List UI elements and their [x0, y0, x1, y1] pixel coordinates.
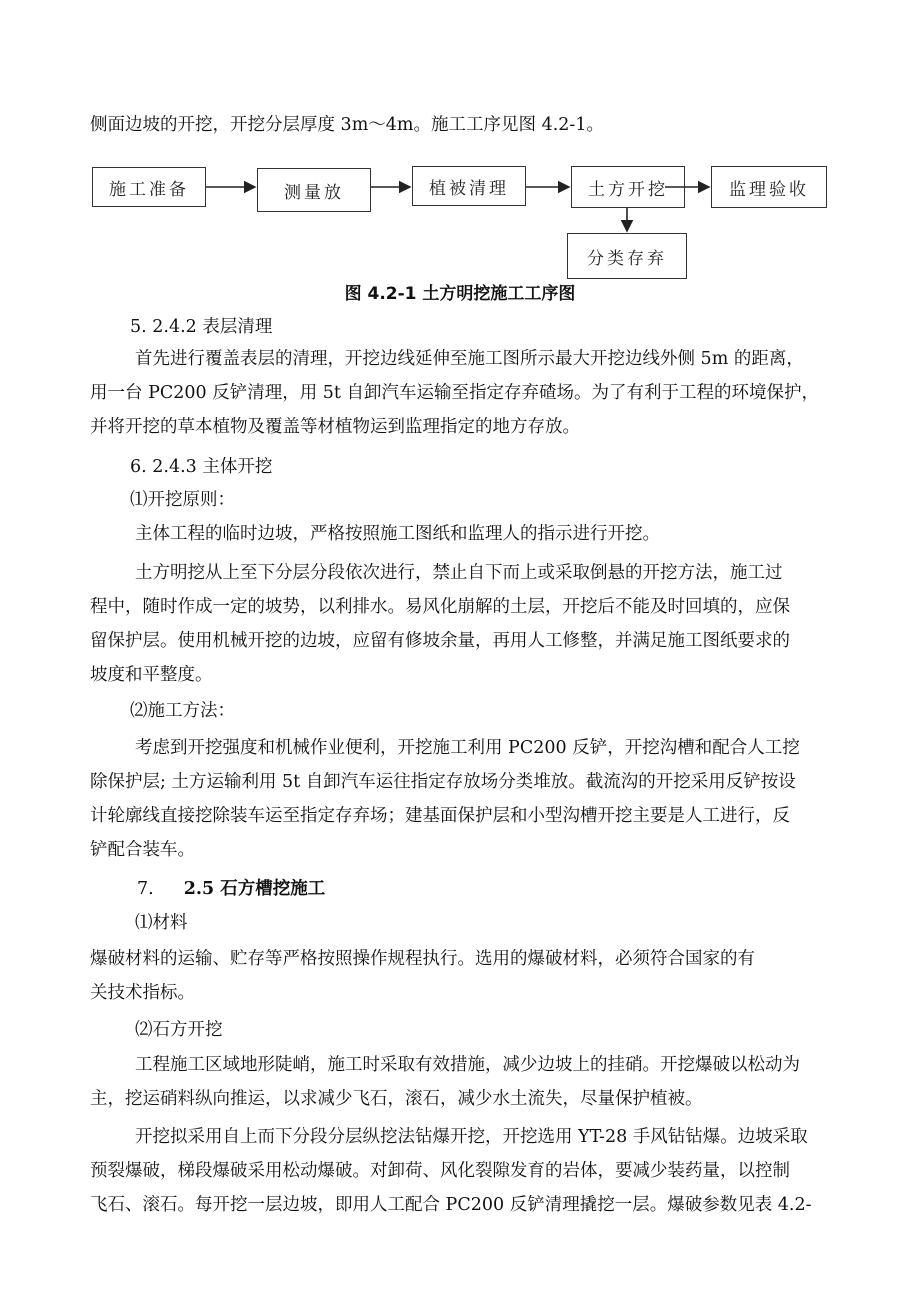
s6-sub2: ⑵施工方法：	[130, 701, 235, 721]
flow-step-survey: 测量放	[257, 168, 371, 212]
s6-p3-line1: 考虑到开挖强度和机械作业便利，开挖施工利用 PC200 反铲，开挖沟槽和配合人工挖	[135, 738, 800, 758]
s6-p2-line3: 留保护层。使用机械开挖的边坡，应留有修坡余量，再用人工修整，并满足施工图纸要求的	[90, 631, 790, 651]
s7-p2-line1: 工程施工区域地形陡峭，施工时采取有效措施，减少边坡上的挂硝。开挖爆破以松动为	[135, 1055, 800, 1075]
s7-p3-line2: 预裂爆破，梯段爆破采用松动爆破。对卸荷、风化裂隙发育的岩体，要减少装药量，以控制	[90, 1161, 790, 1181]
flow-step-vegetation-clear: 植被清理	[412, 166, 526, 206]
s7-p1-line2: 关技术指标。	[90, 983, 195, 1003]
s5-p1-line2: 用一台 PC200 反铲清理，用 5t 自卸汽车运输至指定存弃碴场。为了有利于工程的环境保护，	[90, 383, 819, 403]
flow-branch-storage: 分类存弃	[567, 233, 687, 279]
s7-p3-line3: 飞石、滚石。每开挖一层边坡，即用人工配合 PC200 反铲清理撬挖一层。爆破参数见表 4.2-	[90, 1195, 812, 1215]
s6-p2-line1: 土方明挖从上至下分层分段依次进行，禁止自下而上或采取倒悬的开挖方法，施工过	[135, 563, 783, 583]
flow-step-acceptance: 监理验收	[711, 166, 827, 208]
s7-p3-line1: 开挖拟采用自上而下分段分层纵挖法钻爆开挖，开挖选用 YT-28 手风钻钻爆。边坡采取	[135, 1127, 808, 1147]
flow-step-earth-excavation: 土方开挖	[571, 166, 685, 208]
s6-p1: 主体工程的临时边坡，严格按照施工图纸和监理人的指示进行开挖。	[135, 524, 660, 544]
s7-sub1: ⑴材料	[135, 913, 188, 933]
s6-sub1: ⑴开挖原则：	[130, 490, 235, 510]
section-5-heading: 5. 2.4.2 表层清理	[130, 317, 273, 337]
section-7-number: 7.	[137, 879, 154, 899]
section-7-heading	[137, 876, 325, 902]
s6-p2-line2: 程中，随时作成一定的坡势，以利排水。易风化崩解的土层，开挖后不能及时回填的，应保	[90, 597, 790, 617]
s7-p1-line1: 爆破材料的运输、贮存等严格按照操作规程执行。选用的爆破材料，必须符合国家的有	[90, 949, 755, 969]
s5-p1-line3: 并将开挖的草本植物及覆盖等材植物运到监理指定的地方存放。	[90, 417, 580, 437]
s6-p2-line4: 坡度和平整度。	[90, 665, 213, 685]
section-6-heading: 6. 2.4.3 主体开挖	[130, 457, 273, 477]
s7-sub2: ⑵石方开挖	[135, 1020, 223, 1040]
s6-p3-line4: 铲配合装车。	[90, 840, 195, 860]
s5-p1-line1: 首先进行覆盖表层的清理，开挖边线延伸至施工图所示最大开挖边线外侧 5m 的距离，	[135, 349, 804, 369]
s6-p3-line3: 计轮廓线直接挖除装车运至指定存弃场；建基面保护层和小型沟槽开挖主要是人工进行，反	[90, 806, 790, 826]
flowchart-arrows	[0, 0, 920, 300]
s6-p3-line2: 除保护层; 土方运输利用 5t 自卸汽车运往指定存放场分类堆放。截流沟的开挖采用反铲按设	[90, 772, 796, 792]
flow-step-prepare: 施工准备	[92, 167, 206, 207]
section-7-title: 2.5 石方槽挖施工	[183, 879, 326, 899]
intro-line: 侧面边坡的开挖，开挖分层厚度 3m～4m。施工工序见图 4.2-1。	[90, 115, 604, 135]
figure-caption: 图 4.2-1 土方明挖施工工序图	[344, 284, 576, 304]
s7-p2-line2: 主，挖运硝料纵向推运，以求减少飞石，滚石，减少水土流失，尽量保护植被。	[90, 1089, 703, 1109]
